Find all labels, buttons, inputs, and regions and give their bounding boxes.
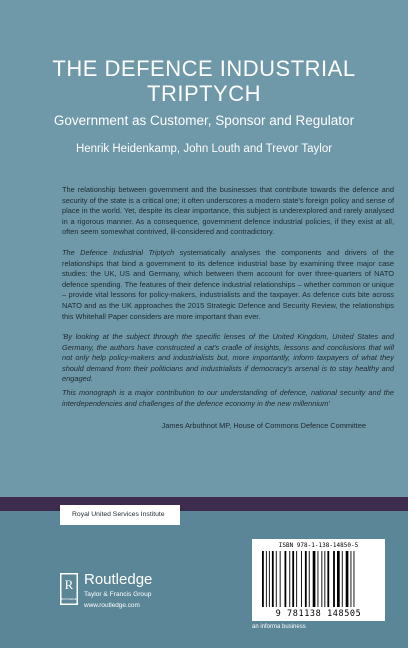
book-authors: Henrik Heidenkamp, John Louth and Trevor Taylor (75, 143, 333, 155)
barcode-bar (309, 551, 310, 607)
barcode-bar (333, 551, 335, 607)
publisher-name: Routledge (84, 571, 153, 588)
barcode-bar (324, 551, 325, 607)
barcode-bar (321, 551, 322, 607)
barcode-bar (337, 551, 340, 607)
barcode-bars (260, 551, 377, 607)
book-subtitle: Government as Customer, Sponsor and Regulator (53, 113, 355, 128)
barcode-bar (262, 551, 264, 607)
barcode-digits: 9 781138 148505 (275, 609, 362, 619)
barcode-bar (276, 551, 277, 607)
barcode-bar (351, 551, 352, 607)
blurb-paragraph-1: The relationship between government and the businesses that contribute towards the defence and security of the state is a critical one; it often underscores a modern state's foreign policy and sense of place in the world. Yet, despite its clear importance, this subject is underexplored and rarely analysed in a rigorous manner. As a consequence, government defence industrial policies, if they exist at all, often seem somewhat contrived, ill-considered and contradictory. (62, 185, 394, 237)
endorsement-attribution: James Arbuthnot MP, House of Commons Defence Committee (161, 421, 366, 430)
routledge-logo-letter: R (64, 577, 74, 592)
barcode-bar (269, 551, 270, 607)
barcode-bar (280, 551, 281, 607)
barcode-bar (292, 551, 294, 607)
blurb-paragraph-2 (62, 248, 394, 322)
barcode-bar (327, 551, 329, 607)
book-title-line-1: THE DEFENCE INDUSTRIAL (52, 56, 356, 81)
endorsement-quote-1: 'By looking at the subject through the specific lenses of the United Kingdom, United States and Germany, the authors have constructed a cat's cradle of insights, lessons and conclusions that will not only help policy-makers and industrialists but, more importantly, inform taxpayers of what they should demand from their politicians and industrialists if democracy's arsenal is to stay healthy and engaged. (62, 332, 394, 384)
book-title-italic: The Defence Industrial Triptych (62, 248, 175, 257)
isbn-label: ISBN 978-1-138-14850-5 (278, 542, 359, 549)
isbn-barcode (252, 539, 385, 621)
routledge-logo-text: ROUTLEDGE (61, 598, 77, 601)
barcode-bar (285, 551, 287, 607)
publisher-group: Taylor & Francis Group (84, 591, 152, 598)
barcode-bar (313, 551, 316, 607)
barcode-bar (301, 551, 302, 607)
barcode-bar (272, 551, 274, 607)
book-title-line-2: TRIPTYCH (147, 81, 261, 106)
barcode-bar (354, 551, 355, 607)
publisher-url: www.routledge.com (84, 602, 140, 609)
barcode-bar (289, 551, 290, 607)
barcode-bar (342, 551, 343, 607)
endorsement-quote-2: This monograph is a major contribution to our understanding of defence, national security and the interdependencies and challenges of the defence economy in the new millennium' (62, 388, 394, 408)
informa-label: an informa business (252, 624, 306, 630)
barcode-bar (296, 551, 297, 607)
barcode-bar (266, 551, 267, 607)
barcode-bar (318, 551, 319, 607)
barcode-bar (305, 551, 307, 607)
barcode-bar (346, 551, 349, 607)
institute-label: Royal United Services Institute (60, 505, 180, 525)
blurb-paragraph-2-text: systematically analyses the components and drivers of the relationships that bind a government to its defence industrial base by examining three major case studies: the UK, US and Germany, which between them account for over three-quarters of NATO defence spending. The features of their defence industrial relationships – whether common or unique – provide vital lessons for policy-makers, industrialists and the taxpayer. As defence cuts bite across NATO and as the UK approaches the 2015 Strategic Defence and Security Review, the relationships this Whitehall Paper considers are more important than ever. (62, 248, 394, 321)
routledge-logo-icon (60, 573, 78, 605)
